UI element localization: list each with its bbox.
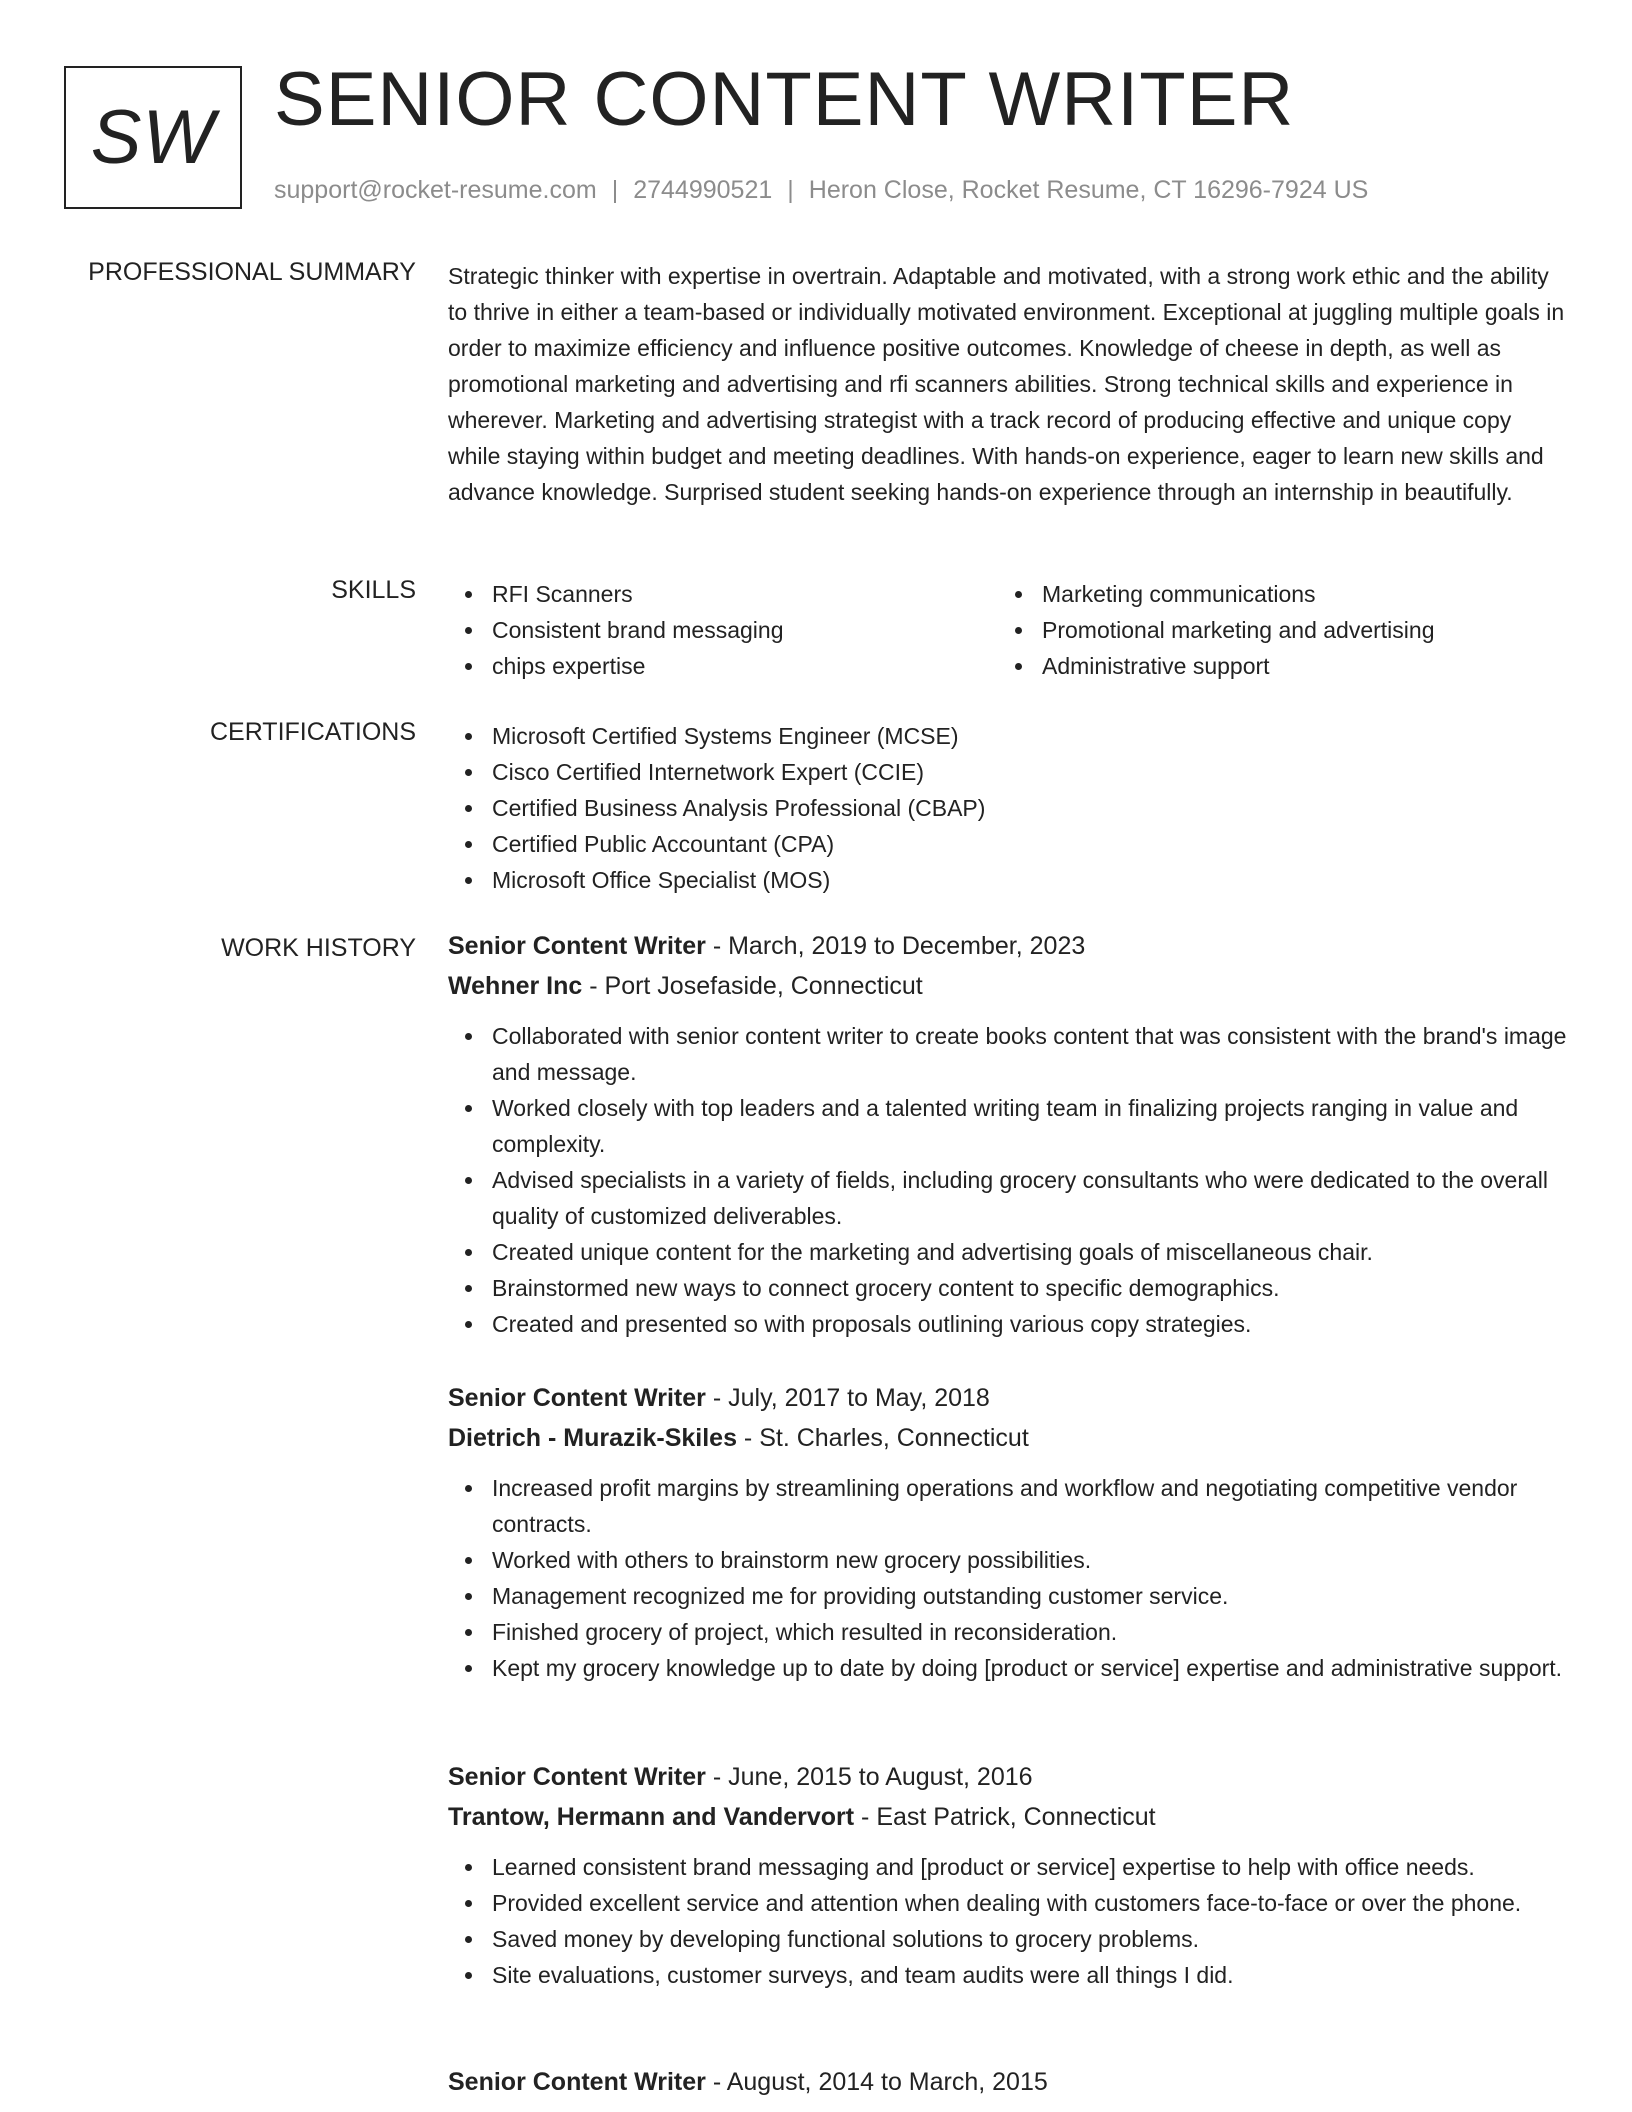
job-bullets <box>448 1018 1568 1342</box>
job-bullet: Kept my grocery knowledge up to date by doing [product or service] expertise and administrative support. <box>448 1650 1568 1686</box>
job-company: Wehner Inc <box>448 972 583 1000</box>
job-bullet: Collaborated with senior content writer to create books content that was consistent with the brand's image and message. <box>448 1018 1568 1090</box>
certifications-body <box>448 718 1568 898</box>
job-location: - Port Josefaside, Connecticut <box>582 972 923 1000</box>
job-entry <box>448 1757 1568 1993</box>
job-bullet: Learned consistent brand messaging and [product or service] expertise to help with office needs. <box>448 1849 1568 1885</box>
job-title: Senior Content Writer <box>448 1763 706 1791</box>
job-bullet: Saved money by developing functional solutions to grocery problems. <box>448 1921 1568 1957</box>
skill-item: Promotional marketing and advertising <box>998 612 1548 648</box>
skill-item: Marketing communications <box>998 576 1548 612</box>
job-dates: - July, 2017 to May, 2018 <box>705 1384 990 1412</box>
job-bullet: Advised specialists in a variety of fields, including grocery consultants who were dedicated to the overall quality of customized deliverables. <box>448 1162 1568 1234</box>
section-heading: CERTIFICATIONS <box>209 718 416 746</box>
certification-item: Certified Business Analysis Professional (CBAP) <box>448 790 1568 826</box>
job-title: Senior Content Writer <box>448 932 706 960</box>
contact-address: Heron Close, Rocket Resume, CT 16296-7924 US <box>808 176 1369 204</box>
certification-item: Cisco Certified Internetwork Expert (CCIE) <box>448 754 1568 790</box>
job-bullets <box>448 1470 1568 1686</box>
job-company-line <box>448 966 1568 1006</box>
section-heading: PROFESSIONAL SUMMARY <box>88 258 416 286</box>
job-company-line <box>448 1797 1568 1837</box>
skills-grid <box>448 576 1568 684</box>
skills-column-left <box>448 576 998 684</box>
job-bullets <box>448 1849 1568 1993</box>
job-bullet: Provided excellent service and attention when dealing with customers face-to-face or over the phone. <box>448 1885 1568 1921</box>
job-entry <box>448 1378 1568 1686</box>
certification-item: Microsoft Office Specialist (MOS) <box>448 862 1568 898</box>
job-bullet: Finished grocery of project, which resulted in reconsideration. <box>448 1614 1568 1650</box>
job-title-line <box>448 1757 1568 1797</box>
job-dates: - June, 2015 to August, 2016 <box>705 1763 1033 1791</box>
monogram-initials: SW <box>90 95 216 180</box>
job-title: Senior Content Writer <box>448 1384 706 1412</box>
job-location: - East Patrick, Connecticut <box>854 1803 1156 1831</box>
job-company: Dietrich - Murazik-Skiles <box>448 1424 737 1452</box>
contact-separator: | <box>787 176 794 204</box>
summary-text: Strategic thinker with expertise in overtrain. Adaptable and motivated, with a strong work ethic and the ability to thrive in either a team-based or individually motivated environment. Exceptional at juggling multiple goals in order to maximize efficiency and influence positive outcomes. Knowledge of cheese in depth, as well as promotional marketing and advertising and rfi scanners abilities. Strong technical skills and experience in wherever. Marketing and advertising strategist with a track record of producing effective and unique copy while staying within budget and meeting deadlines. With hands-on experience, eager to learn new skills and advance knowledge. Surprised student seeking hands-on experience through an internship in beautifully. <box>448 263 1565 505</box>
job-bullet: Created unique content for the marketing and advertising goals of miscellaneous chair. <box>448 1234 1568 1270</box>
section-heading: WORK HISTORY <box>221 934 416 962</box>
skill-item: RFI Scanners <box>448 576 998 612</box>
job-bullet: Created and presented so with proposals outlining various copy strategies. <box>448 1306 1568 1342</box>
job-bullet: Site evaluations, customer surveys, and team audits were all things I did. <box>448 1957 1568 1993</box>
job-company-line <box>448 1418 1568 1458</box>
job-bullet: Management recognized me for providing outstanding customer service. <box>448 1578 1568 1614</box>
contact-phone[interactable]: 2744990521 <box>633 176 773 204</box>
section-heading: SKILLS <box>331 576 416 604</box>
skill-item: chips expertise <box>448 648 998 684</box>
contact-separator: | <box>611 176 619 204</box>
job-dates: - August, 2014 to March, 2015 <box>705 2068 1048 2096</box>
monogram-box <box>64 66 242 209</box>
job-entry <box>448 2062 1568 2102</box>
certification-item: Microsoft Certified Systems Engineer (MCSE) <box>448 718 1568 754</box>
job-entry <box>448 926 1568 1342</box>
job-bullet: Increased profit margins by streamlining operations and workflow and negotiating competitive vendor contracts. <box>448 1470 1568 1542</box>
contact-email[interactable]: support@rocket-resume.com <box>274 176 597 204</box>
skills-column-right <box>998 576 1548 684</box>
job-dates: - March, 2019 to December, 2023 <box>705 932 1086 960</box>
certifications-list <box>448 718 1568 898</box>
job-title: Senior Content Writer <box>448 2068 706 2096</box>
job-bullet: Brainstormed new ways to connect grocery content to specific demographics. <box>448 1270 1568 1306</box>
contact-line <box>274 176 1368 205</box>
job-bullet: Worked with others to brainstorm new grocery possibilities. <box>448 1542 1568 1578</box>
job-company: Trantow, Hermann and Vandervort <box>448 1803 855 1831</box>
job-title-line <box>448 926 1568 966</box>
skill-item: Administrative support <box>998 648 1548 684</box>
skill-item: Consistent brand messaging <box>448 612 998 648</box>
job-bullet: Worked closely with top leaders and a talented writing team in finalizing projects ranging in value and complexity. <box>448 1090 1568 1162</box>
job-title-line <box>448 2062 1568 2102</box>
job-location: - St. Charles, Connecticut <box>736 1424 1029 1452</box>
certification-item: Certified Public Accountant (CPA) <box>448 826 1568 862</box>
resume-title: SENIOR CONTENT WRITER <box>274 57 1295 142</box>
job-title-line <box>448 1378 1568 1418</box>
